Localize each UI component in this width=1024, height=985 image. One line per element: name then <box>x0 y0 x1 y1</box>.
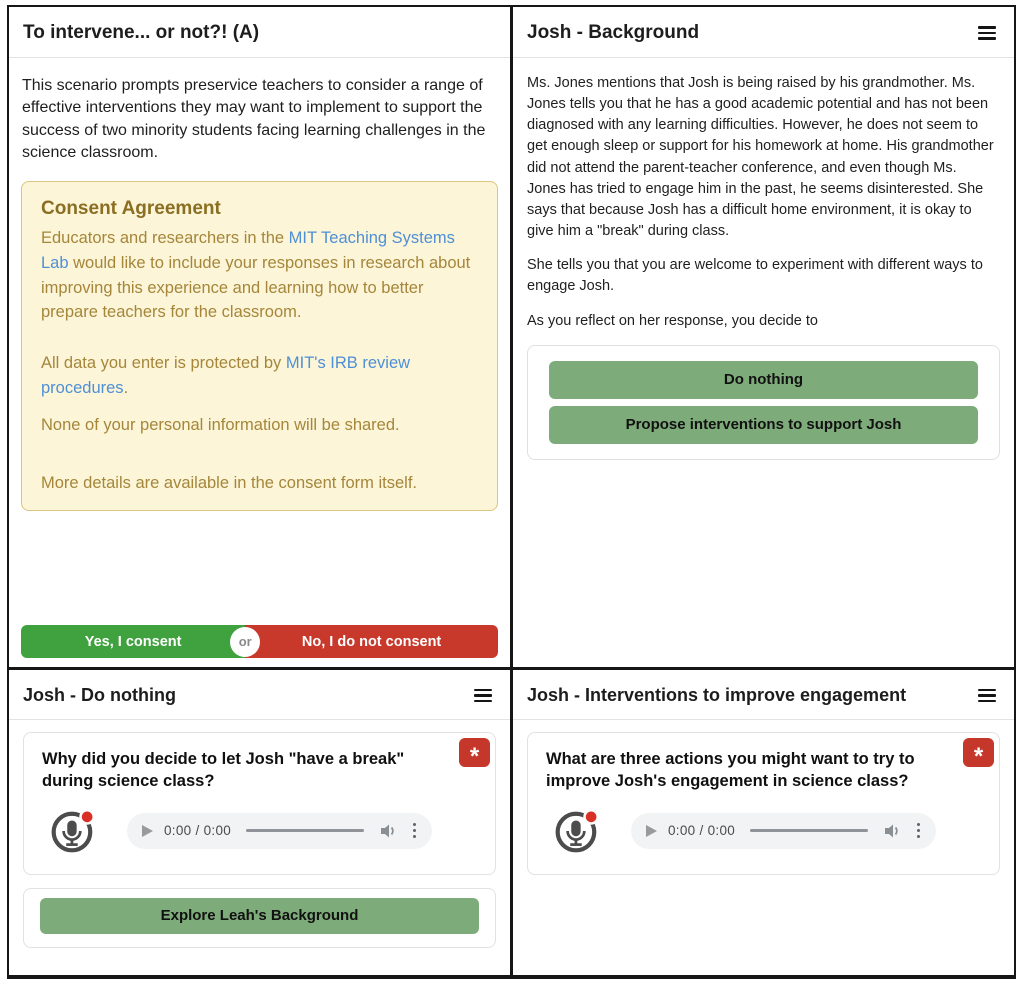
consent-agreement-box <box>21 181 498 511</box>
audio-progress-bar[interactable] <box>246 829 363 833</box>
consent-paragraph-2 <box>41 351 478 401</box>
volume-icon[interactable] <box>379 822 398 840</box>
audio-player[interactable] <box>127 813 432 849</box>
page-title: Josh - Interventions to improve engagement <box>527 685 907 705</box>
question-card <box>23 732 496 875</box>
do-nothing-header <box>9 670 510 720</box>
scenario-header <box>9 7 510 58</box>
menu-icon[interactable] <box>978 24 996 42</box>
question-card <box>527 732 1000 875</box>
question-text: Why did you decide to let Josh "have a break" during science class? <box>42 750 405 791</box>
audio-progress-bar[interactable] <box>750 829 867 833</box>
audio-time: 0:00 / 0:00 <box>164 823 232 839</box>
menu-icon[interactable] <box>474 687 492 705</box>
do-nothing-button[interactable]: Do nothing <box>549 361 978 399</box>
consent-paragraph-1 <box>41 226 478 325</box>
audio-more-menu-icon[interactable] <box>913 820 925 842</box>
consent-p1-text: Educators and researchers in the <box>41 229 289 248</box>
audio-more-menu-icon[interactable] <box>409 820 421 842</box>
record-microphone-button[interactable] <box>50 808 96 854</box>
background-header <box>513 7 1014 58</box>
record-microphone-button[interactable] <box>554 808 600 854</box>
consent-paragraph-4: More details are available in the consent form itself. <box>41 474 418 493</box>
or-badge: or <box>230 627 260 657</box>
audio-row <box>546 808 981 854</box>
tsl-link[interactable]: MIT Teaching Systems Lab <box>41 229 455 272</box>
four-screen-grid <box>7 5 1016 979</box>
panel-scenario-intro <box>9 7 510 667</box>
consent-paragraph-3: None of your personal information will be shared. <box>41 415 400 434</box>
explore-card <box>23 888 496 948</box>
audio-time: 0:00 / 0:00 <box>668 823 736 839</box>
background-text <box>513 58 1014 332</box>
consent-heading: Consent Agreement <box>41 197 221 219</box>
play-icon[interactable] <box>646 825 657 837</box>
consent-p2-text: All data you enter is protected by <box>41 354 286 373</box>
explore-leah-background-button[interactable]: Explore Leah's Background <box>40 898 479 934</box>
volume-icon[interactable] <box>883 822 902 840</box>
audio-row <box>42 808 477 854</box>
decision-card <box>527 345 1000 460</box>
required-badge: * <box>459 738 490 767</box>
background-paragraph-1: Ms. Jones mentions that Josh is being raised by his grandmother. Ms. Jones tells you that he has a good academic potential and has not been diagnosed with any learning difficulties. However, he does not seem to get enough sleep or support for his homework at home. His grandmother did not attend the parent-teacher conference, and even though Ms. Jones has tried to engage him in the past, he seems disinterested. She says that because Josh has a difficult home environment, it is okay to give him a "break" during class. <box>527 75 994 240</box>
irb-link[interactable]: MIT's IRB review procedures <box>41 354 411 397</box>
question-text: What are three actions you might want to try to improve Josh's engagement in science class? <box>546 750 915 791</box>
background-paragraph-3: As you reflect on her response, you decide to <box>527 312 818 329</box>
panel-josh-background <box>513 7 1014 667</box>
page-title: Josh - Do nothing <box>23 685 176 705</box>
audio-player[interactable] <box>631 813 936 849</box>
consent-actions <box>21 625 498 658</box>
required-badge: * <box>963 738 994 767</box>
interventions-header <box>513 670 1014 720</box>
page-title: Josh - Background <box>527 22 700 43</box>
consent-p2-text-after: . <box>123 378 129 397</box>
consent-yes-button[interactable]: Yes, I consent <box>21 625 245 658</box>
propose-interventions-button[interactable]: Propose interventions to support Josh <box>549 406 978 444</box>
microphone-icon <box>50 808 96 854</box>
menu-icon[interactable] <box>978 687 996 705</box>
record-dot-icon <box>81 810 94 823</box>
panel-josh-do-nothing <box>9 670 510 975</box>
play-icon[interactable] <box>142 825 153 837</box>
background-paragraph-2: She tells you that you are welcome to experiment with different ways to engage Josh. <box>527 257 983 295</box>
scenario-description: This scenario prompts preservice teachers to consider a range of effective interventions they may want to implement to support the success of two minority students facing learning challenges in the science classroom. <box>22 77 486 162</box>
page-title: To intervene... or not?! (A) <box>23 22 260 43</box>
microphone-icon <box>554 808 600 854</box>
panel-josh-interventions <box>513 670 1014 975</box>
consent-no-button[interactable]: No, I do not consent <box>245 625 498 658</box>
consent-p1-text-after: would like to include your responses in research about improving this experience and learning how to better prepare teachers for the classroom. <box>41 253 471 322</box>
record-dot-icon <box>585 810 598 823</box>
